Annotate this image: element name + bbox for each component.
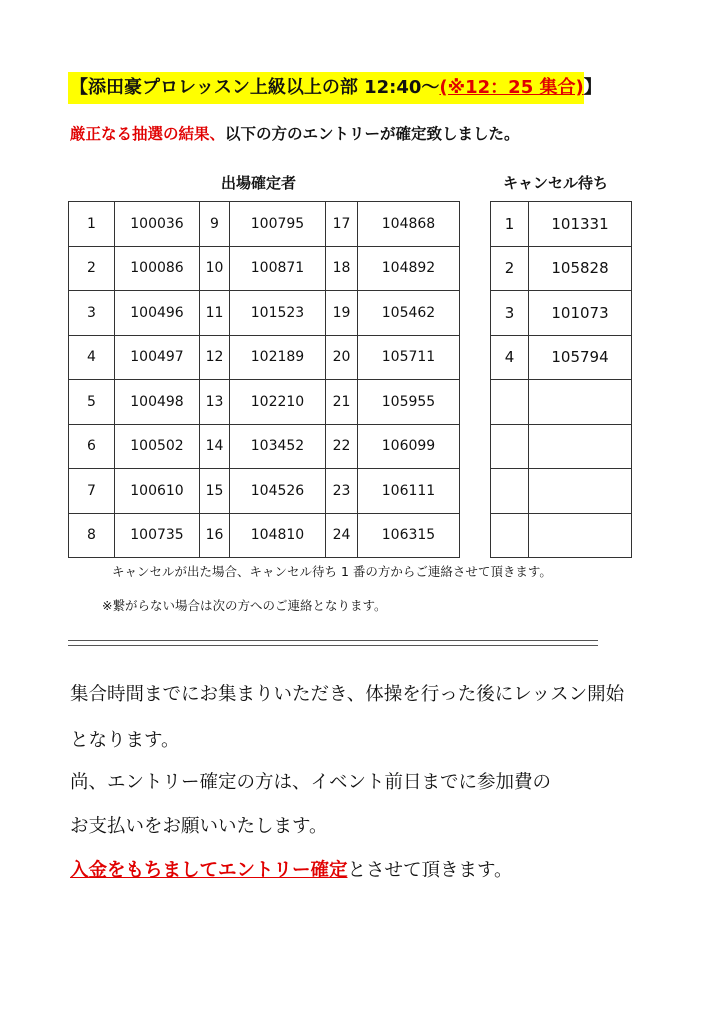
- payment-emphasis: 入金をもちましてエントリー確定: [70, 860, 348, 881]
- waiting-number: 3: [491, 291, 529, 336]
- table-row: [491, 246, 632, 291]
- entry-number: 13: [200, 380, 230, 425]
- entry-number: 24: [326, 513, 358, 558]
- entry-number: 12: [200, 335, 230, 380]
- table-row: [491, 291, 632, 336]
- member-id: 100036: [115, 202, 200, 247]
- body-line-5-rest: とさせて頂きます。: [347, 860, 513, 881]
- no-answer-note: ※繋がらない場合は次の方へのご連絡となります。: [102, 598, 387, 613]
- entry-number: 15: [200, 469, 230, 514]
- entry-number: 9: [200, 202, 230, 247]
- member-id: 104526: [230, 469, 326, 514]
- member-id: 100871: [230, 246, 326, 291]
- entry-number: 1: [69, 202, 115, 247]
- waiting-number: [491, 513, 529, 558]
- entry-number: 6: [69, 424, 115, 469]
- entry-number: 3: [69, 291, 115, 336]
- entry-number: 10: [200, 246, 230, 291]
- member-id: 104892: [358, 246, 460, 291]
- divider: [68, 640, 598, 646]
- member-id: 105462: [358, 291, 460, 336]
- entry-number: 5: [69, 380, 115, 425]
- waiting-member-id: 105794: [529, 335, 632, 380]
- waiting-member-id: 101073: [529, 291, 632, 336]
- member-id: 105711: [358, 335, 460, 380]
- table-row: [491, 513, 632, 558]
- table-row: [69, 246, 460, 291]
- entry-number: 20: [326, 335, 358, 380]
- entry-number: 22: [326, 424, 358, 469]
- waiting-member-id: [529, 513, 632, 558]
- waiting-number: 4: [491, 335, 529, 380]
- member-id: 100795: [230, 202, 326, 247]
- waiting-number: 2: [491, 246, 529, 291]
- body-line-2: となります。: [70, 730, 180, 751]
- member-id: 100086: [115, 246, 200, 291]
- table-row: [69, 335, 460, 380]
- table-row: [491, 469, 632, 514]
- entry-number: 18: [326, 246, 358, 291]
- member-id: 100610: [115, 469, 200, 514]
- entry-number: 23: [326, 469, 358, 514]
- entry-number: 16: [200, 513, 230, 558]
- confirmed-heading: 出場確定者: [221, 174, 297, 192]
- waiting-number: 1: [491, 202, 529, 247]
- waiting-number: [491, 424, 529, 469]
- member-id: 106315: [358, 513, 460, 558]
- member-id: 102189: [230, 335, 326, 380]
- waiting-number: [491, 469, 529, 514]
- waiting-table: [490, 201, 632, 558]
- confirmed-table: [68, 201, 460, 558]
- result-statement: [70, 122, 520, 144]
- waiting-member-id: [529, 424, 632, 469]
- table-row: [69, 424, 460, 469]
- entry-number: 8: [69, 513, 115, 558]
- entry-number: 19: [326, 291, 358, 336]
- table-row: [491, 335, 632, 380]
- cancel-note: キャンセルが出た場合、キャンセル待ち 1 番の方からご連絡させて頂きます。: [112, 564, 552, 579]
- member-id: 104868: [358, 202, 460, 247]
- title-close: 】: [583, 77, 602, 98]
- table-row: [491, 380, 632, 425]
- body-line-4: お支払いをお願いいたします。: [70, 816, 328, 837]
- waiting-number: [491, 380, 529, 425]
- waiting-member-id: [529, 469, 632, 514]
- member-id: 103452: [230, 424, 326, 469]
- entry-number: 11: [200, 291, 230, 336]
- member-id: 105955: [358, 380, 460, 425]
- entry-number: 7: [69, 469, 115, 514]
- waiting-heading: キャンセル待ち: [503, 174, 609, 192]
- entry-number: 17: [326, 202, 358, 247]
- waiting-member-id: 105828: [529, 246, 632, 291]
- table-row: [69, 513, 460, 558]
- member-id: 106099: [358, 424, 460, 469]
- member-id: 104810: [230, 513, 326, 558]
- member-id: 102210: [230, 380, 326, 425]
- waiting-member-id: [529, 380, 632, 425]
- entry-number: 4: [69, 335, 115, 380]
- table-row: [491, 424, 632, 469]
- member-id: 100735: [115, 513, 200, 558]
- table-row: [69, 291, 460, 336]
- result-statement-red: 厳正なる抽選の結果、: [70, 125, 226, 143]
- member-id: 100498: [115, 380, 200, 425]
- page-title: [68, 72, 602, 104]
- entry-number: 14: [200, 424, 230, 469]
- table-row: [69, 202, 460, 247]
- assembly-time: (※12：25 集合): [439, 77, 584, 98]
- body-line-1: 集合時間までにお集まりいただき、体操を行った後にレッスン開始: [70, 684, 625, 705]
- waiting-member-id: 101331: [529, 202, 632, 247]
- member-id: 100496: [115, 291, 200, 336]
- result-statement-rest: 以下の方のエントリーが確定致しました。: [225, 125, 520, 143]
- table-row: [69, 380, 460, 425]
- body-line-5: [70, 856, 513, 882]
- member-id: 100497: [115, 335, 200, 380]
- entry-number: 21: [326, 380, 358, 425]
- member-id: 101523: [230, 291, 326, 336]
- entry-number: 2: [69, 246, 115, 291]
- body-line-3: 尚、エントリー確定の方は、イベント前日までに参加費の: [70, 772, 552, 793]
- member-id: 106111: [358, 469, 460, 514]
- member-id: 100502: [115, 424, 200, 469]
- table-row: [491, 202, 632, 247]
- title-main: 【添田豪プロレッスン上級以上の部 12:40～: [70, 77, 440, 98]
- table-row: [69, 469, 460, 514]
